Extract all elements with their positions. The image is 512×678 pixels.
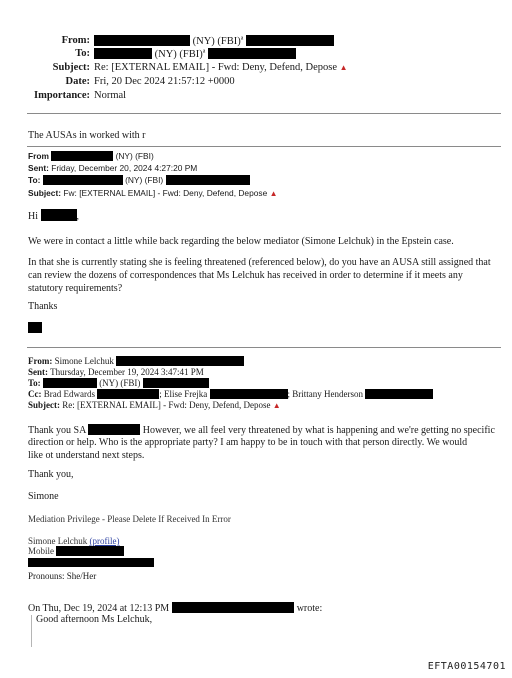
email3-signoff: Simone bbox=[28, 491, 59, 502]
flag-icon: ▲ bbox=[269, 189, 278, 198]
signature-mobile: Mobile bbox=[28, 546, 124, 556]
redaction bbox=[51, 151, 113, 161]
importance-label: Importance: bbox=[34, 90, 90, 101]
email3-body-line-2: direction or help. Who is the appropriate party? I am happy to be in touch with that person directly. We would bbox=[28, 437, 468, 448]
document-id: EFTA00154701 bbox=[427, 661, 506, 672]
redaction bbox=[41, 209, 77, 221]
quoted-greeting: Good afternoon Ms Lelchuk, bbox=[36, 614, 153, 625]
divider bbox=[27, 347, 501, 348]
redaction bbox=[94, 48, 152, 59]
email3-subject: Subject: Re: [EXTERNAL EMAIL] - Fwd: Deny, Defend, Depose ▲ bbox=[28, 400, 281, 410]
redaction bbox=[208, 48, 296, 59]
email2-to: To: (NY) (FBI) bbox=[28, 175, 250, 185]
date-label: Date: bbox=[65, 76, 90, 87]
email2-paragraph-2: In that she is currently stating she is feeling threatened (referenced below), do you have an AUSA still assigned that can review the dozens of correspondences that Ms Lelchuk has received in order to determine if it meets any statutory requirements? bbox=[28, 257, 491, 294]
from-label: From: bbox=[61, 35, 90, 46]
email3-body-line-1: Thank you SA However, we all feel very threatened by what is happening and we're getting no specific bbox=[28, 425, 495, 436]
email3-from: From: Simone Lelchuk bbox=[28, 356, 244, 366]
redaction bbox=[210, 389, 288, 399]
privilege-notice: Mediation Privilege - Please Delete If Received In Error bbox=[28, 514, 231, 524]
redaction bbox=[97, 389, 159, 399]
email3-body-line-3: like ot understand next steps. bbox=[28, 450, 145, 461]
quoted-header: On Thu, Dec 19, 2024 at 12:13 PM wrote: bbox=[28, 603, 323, 614]
email2-thanks: Thanks bbox=[28, 301, 58, 312]
redaction bbox=[28, 558, 154, 567]
email2-sent: Sent: Friday, December 20, 2024 4:27:20 PM bbox=[28, 163, 198, 173]
signature-name: Simone Lelchuk (profile) bbox=[28, 536, 120, 546]
email2-subject: Subject: Fw: [EXTERNAL EMAIL] - Fwd: Deny, Defend, Depose ▲ bbox=[28, 188, 278, 198]
profile-link[interactable]: (profile) bbox=[89, 536, 120, 546]
email2-paragraph-1: We were in contact a little while back regarding the below mediator (Simone Lelchuk) in the Epstein case. bbox=[28, 236, 454, 247]
divider bbox=[27, 113, 501, 114]
email2-greeting: Hi , bbox=[28, 211, 79, 222]
redaction bbox=[43, 175, 123, 185]
redaction bbox=[116, 356, 244, 366]
redaction bbox=[56, 546, 124, 556]
redaction bbox=[143, 378, 209, 388]
divider bbox=[27, 146, 501, 147]
date-value: Fri, 20 Dec 2024 21:57:12 +0000 bbox=[94, 76, 235, 87]
redaction bbox=[246, 35, 334, 46]
email2-from: From (NY) (FBI) bbox=[28, 151, 154, 161]
redaction bbox=[43, 378, 97, 388]
signature-redaction bbox=[28, 322, 42, 333]
intro-line: The AUSAs in worked with r bbox=[28, 130, 146, 141]
from-value: (NY) (FBI)$^a$ bbox=[94, 35, 334, 47]
subject-label: Subject: bbox=[52, 62, 90, 73]
email3-thank-you: Thank you, bbox=[28, 469, 74, 480]
importance-value: Normal bbox=[94, 90, 127, 101]
redaction bbox=[172, 602, 284, 613]
flag-icon: ▲ bbox=[272, 401, 281, 410]
email3-sent: Sent: Thursday, December 19, 2024 3:47:41 PM bbox=[28, 367, 204, 377]
to-value: (NY) (FBI)$^a$ bbox=[94, 48, 296, 60]
redaction bbox=[365, 389, 433, 399]
email3-to: To: (NY) (FBI) bbox=[28, 378, 209, 388]
quote-bar bbox=[31, 615, 32, 647]
email3-cc: Cc: Brad Edwards ; Elise Frejka ; Brittany Henderson bbox=[28, 389, 433, 399]
redaction bbox=[94, 35, 190, 46]
subject-value: Re: [EXTERNAL EMAIL] - Fwd: Deny, Defend, Depose ▲ bbox=[94, 62, 348, 73]
to-label: To: bbox=[75, 48, 90, 59]
flag-icon: ▲ bbox=[339, 63, 348, 72]
pronouns: Pronouns: She/Her bbox=[28, 571, 97, 581]
redaction bbox=[166, 175, 250, 185]
redaction bbox=[282, 602, 294, 613]
redaction bbox=[88, 424, 140, 435]
